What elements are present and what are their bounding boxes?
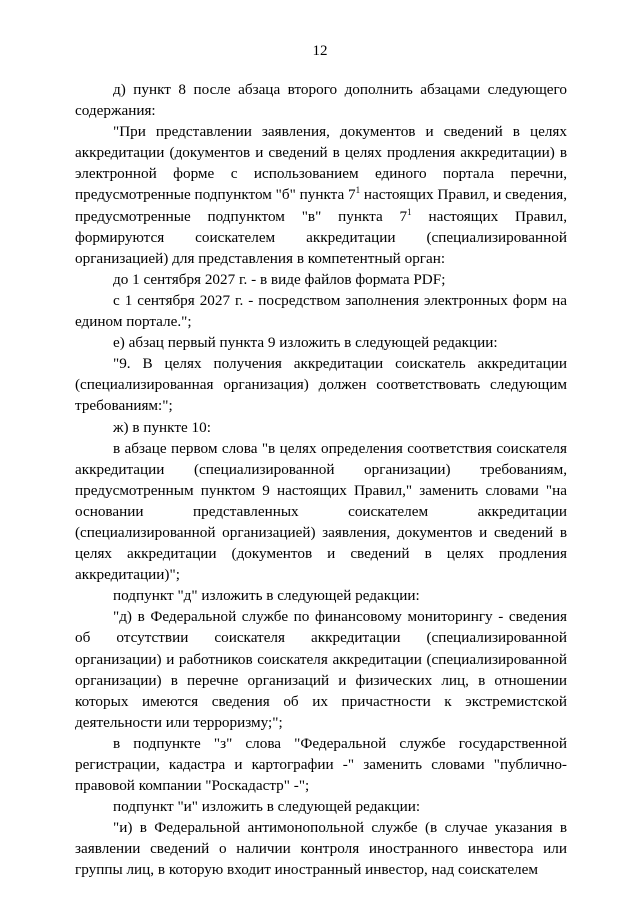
paragraph-e-item: е) абзац первый пункта 9 изложить в следующей редакции: [113,334,498,352]
paragraph-from-2027: с 1 сентября 2027 г. - посредством заполнения электронных форм на едином портале."; [75,291,567,331]
paragraph-until-2027: до 1 сентября 2027 г. - в виде файлов формата PDF; [113,270,446,288]
paragraph-antimonopoly: "и) в Федеральной антимонопольной службе (в случае указания в заявлении сведений о наличии контроля иностранного инвестора или группы лиц, в которую входит иностранный инвестор, над соискателем [75,819,567,879]
paragraph-subpoint-d: подпункт "д" изложить в следующей редакции: [113,587,420,605]
paragraph-subpoint-i: подпункт "и" изложить в следующей редакции: [113,798,421,816]
superscript-one: 1 [407,206,412,217]
paragraph-subpoint-z: в подпункте "з" слова "Федеральной службе государственной регистрации, кадастра и картографии -" заменить словами "публично-правовой компании "Роскадастр" -"; [75,734,567,795]
paragraph-point-9: "9. В целях получения аккредитации соискатель аккредитации (специализированная организация) должен соответствовать следующим требованиям:"; [75,355,567,415]
paragraph-d-item: д) пункт 8 после абзаца второго дополнить абзацами следующего содержания: [75,81,567,120]
paragraph-fin-monitoring: "д) в Федеральной службе по финансовому мониторингу - сведения об отсутствии соискателя аккредитации (специализированной организации) и работников соискателя аккредитации (специализированной организации) в перечне организаций и физических лиц, в отношении которых имеются сведения об их причастности к экстремистской деятельности или терроризму;"; [75,608,567,731]
superscript-one: 1 [355,185,361,196]
page-number: 12 [312,43,328,59]
paragraph-abzac-first: в абзаце первом слова "в целях определения соответствия соискателя аккредитации (специализированной организации) требованиям, предусмотренным пунктом 9 настоящих Правил," заменить словами "на основании представленных соискателем аккредитации (специализированной организацией) заявления, документов и сведений в целях аккредитации (документов и сведений в целях продления аккредитации)"; [75,439,567,584]
paragraph-quote-submission: "При представлении заявления, документов и сведений в целях аккредитации (документов и сведений в целях продления аккредитации) в электронной форме с использованием единого портала перечни, предусмотренные подпунктом "б" пункта $7^1$ настоящих Правил, и сведения, предусмотренные подпунктом "в" пункта $7^1$ настоящих Правил, формируются соискателем аккредитации (специализированной организацией) для представления в компетентный орган: [75,123,567,267]
paragraph-zh-item: ж) в пункте 10: [113,418,211,436]
document-body [75,79,567,881]
